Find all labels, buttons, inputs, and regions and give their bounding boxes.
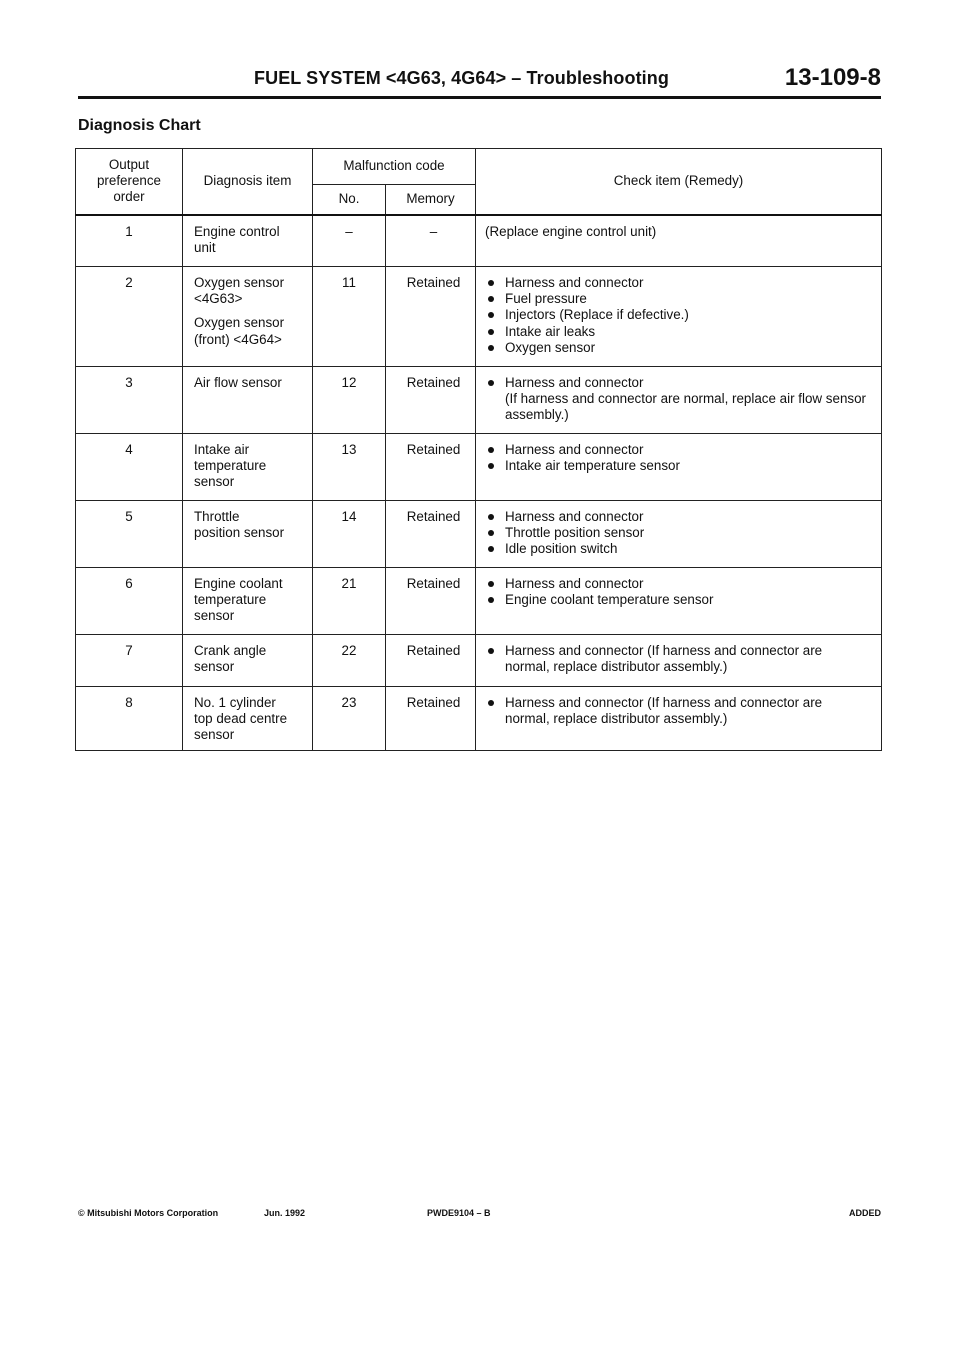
cell-diagnosis-item xyxy=(183,501,313,568)
check-item-bullet: Injectors (Replace if defective.) xyxy=(485,307,867,323)
page-title: FUEL SYSTEM <4G63, 4G64> – Troubleshooting xyxy=(254,68,669,88)
cell-output-order: 2 xyxy=(76,267,183,367)
footer-status: ADDED xyxy=(848,1208,881,1218)
cell-check-item xyxy=(476,434,882,501)
check-item-bullet: Harness and connector xyxy=(485,442,867,458)
diagnosis-item-text: Engine coolant temperature sensor xyxy=(194,576,283,624)
cell-code-memory: – xyxy=(386,215,476,267)
cell-code-no: 23 xyxy=(313,687,386,751)
diagnosis-item-text: Throttle position sensor xyxy=(194,509,285,541)
check-item-list xyxy=(485,576,867,608)
cell-check-item xyxy=(476,687,882,751)
check-item-list xyxy=(485,442,867,474)
footer-doc-code: PWDE9104 – B xyxy=(427,1208,491,1218)
cell-code-no: – xyxy=(313,215,386,267)
header-diagnosis-item: Diagnosis item xyxy=(183,149,313,215)
cell-diagnosis-item xyxy=(183,635,313,687)
check-item-bullet: Oxygen sensor xyxy=(485,340,867,356)
cell-code-no: 13 xyxy=(313,434,386,501)
check-item-bullet: Engine coolant temperature sensor xyxy=(485,592,867,608)
cell-diagnosis-item xyxy=(183,367,313,434)
check-item-list xyxy=(485,375,867,424)
cell-check-item xyxy=(476,267,882,367)
footer-date: Jun. 1992 xyxy=(264,1208,306,1218)
cell-check-item xyxy=(476,568,882,635)
check-item-bullet: Harness and connector (If harness and connector are normal, replace air flow sensor assembly.) xyxy=(485,375,867,424)
diagnosis-item-text: Intake air temperature sensor xyxy=(194,442,267,490)
cell-output-order: 3 xyxy=(76,367,183,434)
section-title: Diagnosis Chart xyxy=(78,117,201,134)
table-row xyxy=(76,215,882,267)
header-code-no: No. xyxy=(313,185,386,215)
cell-check-item xyxy=(476,367,882,434)
cell-output-order: 7 xyxy=(76,635,183,687)
cell-diagnosis-item xyxy=(183,267,313,367)
check-item-bullet: Harness and connector xyxy=(485,509,867,525)
cell-code-memory: Retained xyxy=(386,367,476,434)
check-item-bullet: Harness and connector (If harness and connector are normal, replace distributor assembly.) xyxy=(485,643,867,675)
cell-output-order: 4 xyxy=(76,434,183,501)
check-item-list xyxy=(485,643,867,675)
item-spacer xyxy=(194,307,308,315)
page-number: 13-109-8 xyxy=(784,64,881,91)
check-item-list xyxy=(485,509,867,558)
cell-check-item xyxy=(476,215,882,267)
page-footer xyxy=(78,1208,881,1222)
cell-output-order: 1 xyxy=(76,215,183,267)
check-item-bullet: Harness and connector (If harness and connector are normal, replace distributor assembly.) xyxy=(485,695,867,727)
cell-check-item xyxy=(476,501,882,568)
cell-diagnosis-item xyxy=(183,215,313,267)
header-code-memory: Memory xyxy=(386,185,476,215)
table-row xyxy=(76,501,882,568)
diagnosis-item-text: Air flow sensor xyxy=(194,375,282,390)
check-item-bullet: Harness and connector xyxy=(485,275,867,291)
table-row xyxy=(76,687,882,751)
check-item-bullet: Intake air temperature sensor xyxy=(485,458,867,474)
table-row xyxy=(76,635,882,687)
cell-code-memory: Retained xyxy=(386,267,476,367)
table-header xyxy=(76,149,882,215)
diagnosis-item-text: No. 1 cylinder top dead centre sensor xyxy=(194,695,288,743)
cell-code-memory: Retained xyxy=(386,568,476,635)
diagnosis-item-text: Crank angle sensor xyxy=(194,643,267,675)
header-check-item: Check item (Remedy) xyxy=(476,149,882,215)
cell-code-no: 12 xyxy=(313,367,386,434)
cell-code-no: 21 xyxy=(313,568,386,635)
diagnosis-chart-table xyxy=(75,148,882,751)
cell-code-memory: Retained xyxy=(386,635,476,687)
header-malfunction-code: Malfunction code xyxy=(313,149,476,185)
cell-output-order: 6 xyxy=(76,568,183,635)
check-item-list xyxy=(485,695,867,727)
check-item-text: (Replace engine control unit) xyxy=(485,223,657,239)
check-item-bullet: Harness and connector xyxy=(485,576,867,592)
diagnosis-item-text: Oxygen sensor <4G63> xyxy=(194,275,285,307)
check-item-bullet: Throttle position sensor xyxy=(485,525,867,541)
cell-output-order: 8 xyxy=(76,687,183,751)
cell-diagnosis-item xyxy=(183,568,313,635)
table-row xyxy=(76,367,882,434)
table-row xyxy=(76,267,882,367)
cell-check-item xyxy=(476,635,882,687)
footer-copyright: © Mitsubishi Motors Corporation xyxy=(78,1208,219,1218)
table-body xyxy=(76,215,882,751)
diagnosis-item-text: Engine control unit xyxy=(194,223,280,255)
cell-code-memory: Retained xyxy=(386,501,476,568)
check-item-bullet: Idle position switch xyxy=(485,541,867,557)
cell-code-no: 22 xyxy=(313,635,386,687)
cell-diagnosis-item xyxy=(183,434,313,501)
check-item-list xyxy=(485,275,867,356)
page-header xyxy=(78,66,881,99)
check-item-bullet: Fuel pressure xyxy=(485,291,867,307)
cell-code-memory: Retained xyxy=(386,434,476,501)
cell-code-no: 11 xyxy=(313,267,386,367)
diagnosis-item-text: Oxygen sensor (front) <4G64> xyxy=(194,315,285,347)
cell-code-no: 14 xyxy=(313,501,386,568)
table-row xyxy=(76,568,882,635)
header-output-order: Output preference order xyxy=(76,149,183,215)
cell-output-order: 5 xyxy=(76,501,183,568)
check-item-bullet: Intake air leaks xyxy=(485,324,867,340)
cell-diagnosis-item xyxy=(183,687,313,751)
table-row xyxy=(76,434,882,501)
cell-code-memory: Retained xyxy=(386,687,476,751)
